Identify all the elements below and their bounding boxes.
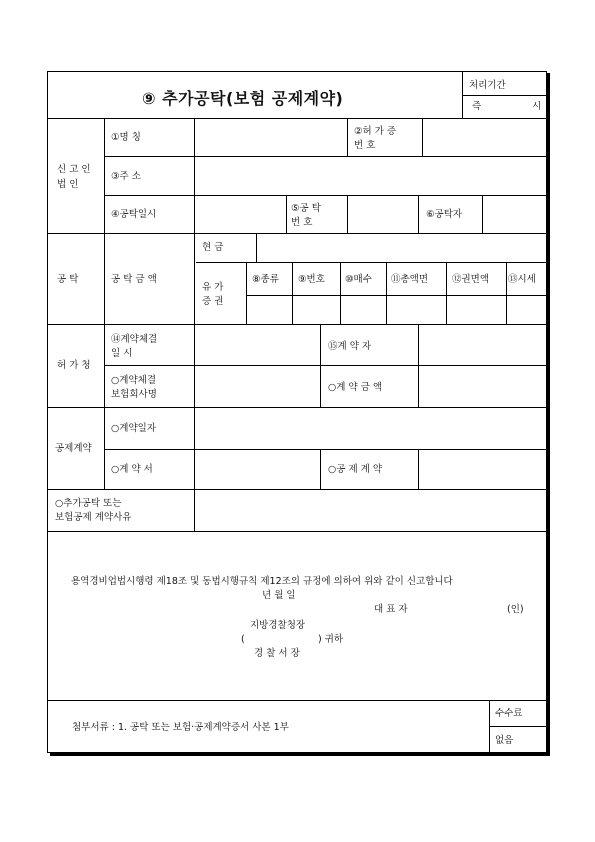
recipient-honorific: ) 귀하 (318, 634, 344, 645)
rule (48, 531, 546, 532)
applicant-section-label: 신 고 인 (57, 164, 91, 175)
rule (196, 262, 546, 263)
contract-date-label: ○계약일자 (111, 423, 156, 434)
name-label: ①명 칭 (111, 132, 141, 143)
rule (418, 449, 419, 489)
securities-col-number: ⑨번호 (298, 274, 325, 285)
rule (104, 449, 546, 450)
rule (462, 72, 463, 118)
deposit-amount-label: 공 탁 금 액 (111, 274, 157, 285)
permit-agency-section-label: 허 가 청 (57, 360, 91, 371)
permit-number-label-2: 번 호 (354, 140, 376, 151)
processing-period-value-unit: 시 (532, 101, 542, 112)
rule (246, 262, 247, 324)
seal-mark: (인) (507, 604, 524, 615)
cash-label: 현 금 (202, 242, 224, 253)
securities-col-type: ⑧종류 (252, 274, 279, 285)
applicant-section-label-2: 법 인 (57, 179, 79, 190)
rule (320, 324, 321, 407)
rule (104, 324, 105, 489)
additional-deposit-reason-label: ○추가공탁 또는 (55, 498, 122, 509)
recipient-police-station: 경 찰 서 장 (254, 648, 300, 659)
attachments-note: 첨부서류 : 1. 공탁 또는 보험·공제계약증서 사본 1부 (72, 722, 289, 733)
rule (48, 700, 546, 701)
rule (104, 365, 546, 366)
contract-doc-label: ○계 약 서 (111, 464, 153, 475)
rule (422, 118, 423, 156)
rule (194, 324, 195, 531)
rule (48, 407, 546, 408)
rule (386, 262, 387, 324)
deposit-number-label-2: 번 호 (291, 217, 313, 228)
rule (48, 324, 546, 325)
rule (104, 195, 546, 196)
rule (489, 700, 490, 753)
rule (482, 195, 483, 233)
address-label: ③주 소 (111, 171, 141, 182)
rule (246, 295, 546, 296)
recipient-provincial-police: 지방경찰청장 (250, 620, 306, 631)
rule (506, 262, 507, 324)
securities-col-face-value: ⑫권면액 (452, 274, 490, 285)
rule (418, 324, 419, 407)
recipient-paren-open: ( (241, 634, 245, 645)
rule (104, 156, 546, 157)
processing-period-label: 처리기간 (469, 80, 506, 91)
additional-deposit-reason-label-2: 보험공제 계약사유 (55, 512, 132, 523)
frame-shadow-right (547, 73, 550, 756)
rule (462, 95, 546, 96)
contract-datetime-label-2: 일 시 (111, 348, 133, 359)
rule (489, 726, 546, 727)
fee-value: 없음 (495, 735, 514, 746)
rule (340, 262, 341, 324)
mutual-contract-label: ○공 제 계 약 (328, 464, 383, 475)
rule (194, 118, 195, 233)
processing-period-value: 즉 (472, 101, 482, 112)
form-title: ⑨ 추가공탁(보험 공제계약) (142, 89, 344, 108)
rule (48, 489, 546, 490)
contract-datetime-label: ⑭계약체결 (111, 334, 158, 345)
contract-amount-label: ○계 약 금 액 (328, 382, 383, 393)
fee-label: 수수료 (495, 708, 523, 719)
rule (286, 195, 287, 233)
deposit-number-label: ⑤공 탁 (291, 203, 321, 214)
representative-label: 대 표 자 (374, 604, 408, 615)
rule (347, 195, 348, 233)
securities-label-2: 증 권 (202, 296, 224, 307)
deposit-section-label: 공 탁 (57, 274, 79, 285)
securities-col-face-total: ⑪총액면 (391, 274, 429, 285)
rule (194, 233, 195, 324)
securities-col-count: ⑩매수 (345, 274, 372, 285)
rule (418, 195, 419, 233)
mutual-aid-section-label: 공제계약 (55, 443, 92, 454)
securities-label: 유 가 (202, 282, 224, 293)
permit-number-label: ②허 가 증 (354, 126, 397, 137)
insurer-label-2: 보험회사명 (111, 389, 157, 400)
rule (48, 118, 546, 119)
declaration-text: 용역경비업법시행령 제18조 및 동법시행규칙 제12조의 규정에 의하여 위와 같이 신고합니다 (71, 576, 453, 587)
depositor-label: ⑥공탁자 (426, 209, 463, 220)
frame-shadow-bottom (50, 753, 550, 756)
rule (347, 118, 348, 156)
rule (292, 262, 293, 324)
deposit-date-label: ④공탁일시 (111, 209, 157, 220)
rule (104, 118, 105, 324)
securities-col-market-price: ⑬시세 (508, 274, 536, 285)
rule (320, 449, 321, 489)
rule (256, 233, 257, 262)
rule (446, 262, 447, 324)
insurer-label: ○계약체결 (111, 375, 156, 386)
rule (48, 233, 546, 234)
declaration-date: 년 월 일 (262, 590, 296, 601)
contractor-label: ⑮계 약 자 (328, 341, 372, 352)
